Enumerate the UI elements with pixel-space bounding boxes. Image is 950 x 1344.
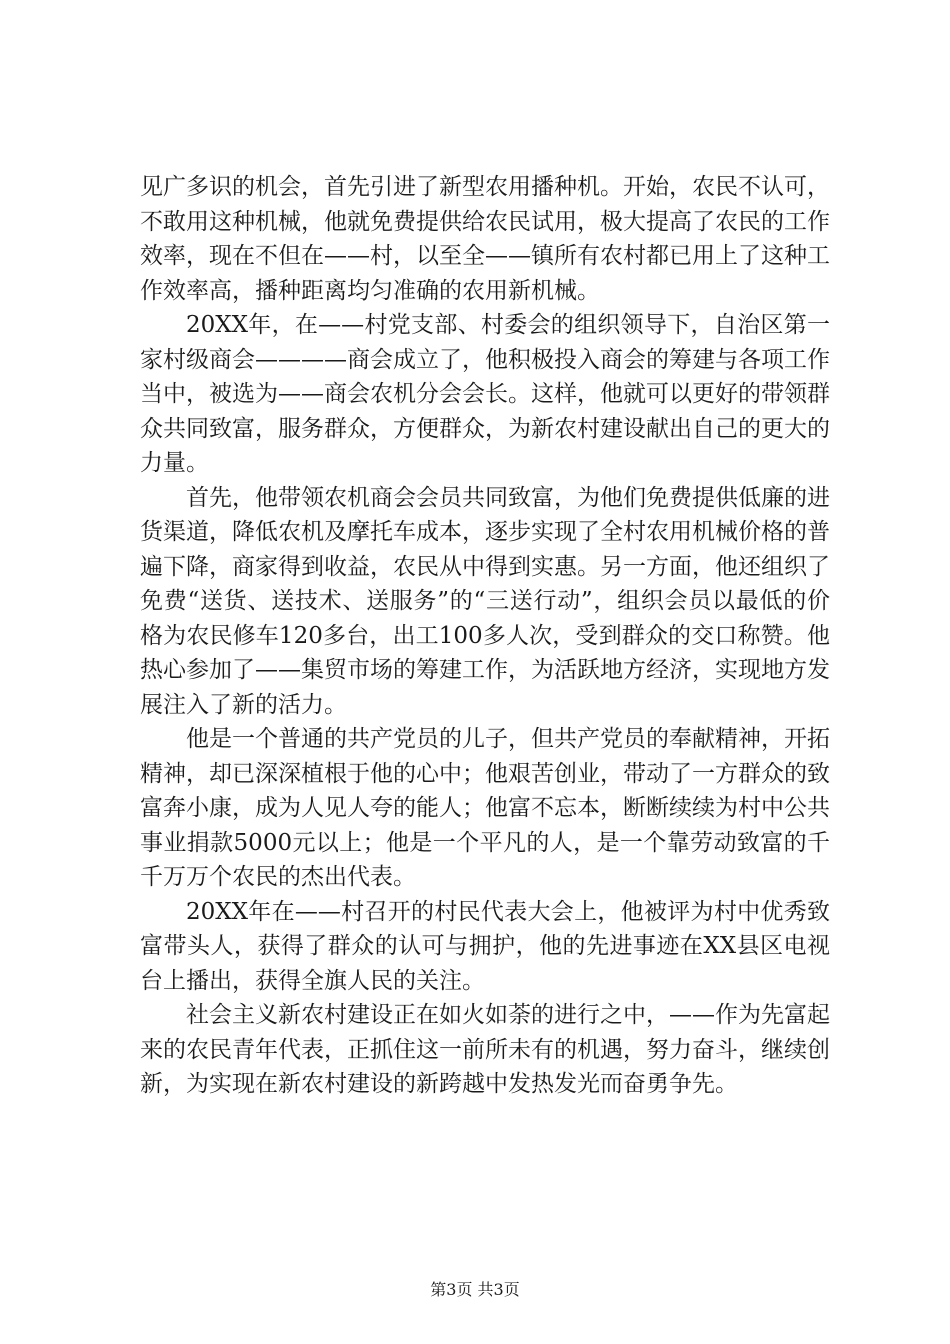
document-body — [140, 170, 830, 1102]
page-number-footer: 第3页 共3页 — [430, 1280, 520, 1299]
paragraph-1: 见广多识的机会，首先引进了新型农用播种机。开始，农民不认可，不敢用这种机械，他就免费提供给农民试用，极大提高了农民的工作效率，现在不但在——村，以至全——镇所有农村都已用上了这种工作效率高，播种距离均匀准确的农用新机械。 — [140, 174, 830, 304]
paragraph-4: 他是一个普通的共产党员的儿子，但共产党员的奉献精神，开拓精神，却已深深植根于他的心中；他艰苦创业，带动了一方群众的致富奔小康，成为人见人夸的能人；他富不忘本，断断续续为村中公共事业捐款5000元以上；他是一个平凡的人，是一个靠劳动致富的千千万万个农民的杰出代表。 — [140, 726, 830, 890]
paragraph-5: 20XX年在——村召开的村民代表大会上，他被评为村中优秀致富带头人，获得了群众的认可与拥护，他的先进事迹在XX县区电视台上播出，获得全旗人民的关注。 — [140, 898, 830, 994]
paragraph-6: 社会主义新农村建设正在如火如荼的进行之中，——作为先富起来的农民青年代表，正抓住这一前所未有的机遇，努力奋斗，继续创新，为实现在新农村建设的新跨越中发热发光而奋勇争先。 — [140, 1002, 830, 1097]
paragraph-2: 20XX年，在——村党支部、村委会的组织领导下，自治区第一家村级商会————商会成立了，他积极投入商会的筹建与各项工作当中，被选为——商会农机分会会长。这样，他就可以更好的带领群众共同致富，服务群众，方便群众，为新农村建设献出自己的更大的力量。 — [140, 312, 830, 476]
paragraph-3: 首先，他带领农机商会会员共同致富，为他们免费提供低廉的进货渠道，降低农机及摩托车成本，逐步实现了全村农用机械价格的普遍下降，商家得到收益，农民从中得到实惠。另一方面，他还组织了免费“送货、送技术、送服务”的“三送行动”，组织会员以最低的价格为农民修车120多台，出工100多人次，受到群众的交口称赞。他热心参加了——集贸市场的筹建工作，为活跃地方经济，实现地方发展注入了新的活力。 — [140, 484, 830, 718]
